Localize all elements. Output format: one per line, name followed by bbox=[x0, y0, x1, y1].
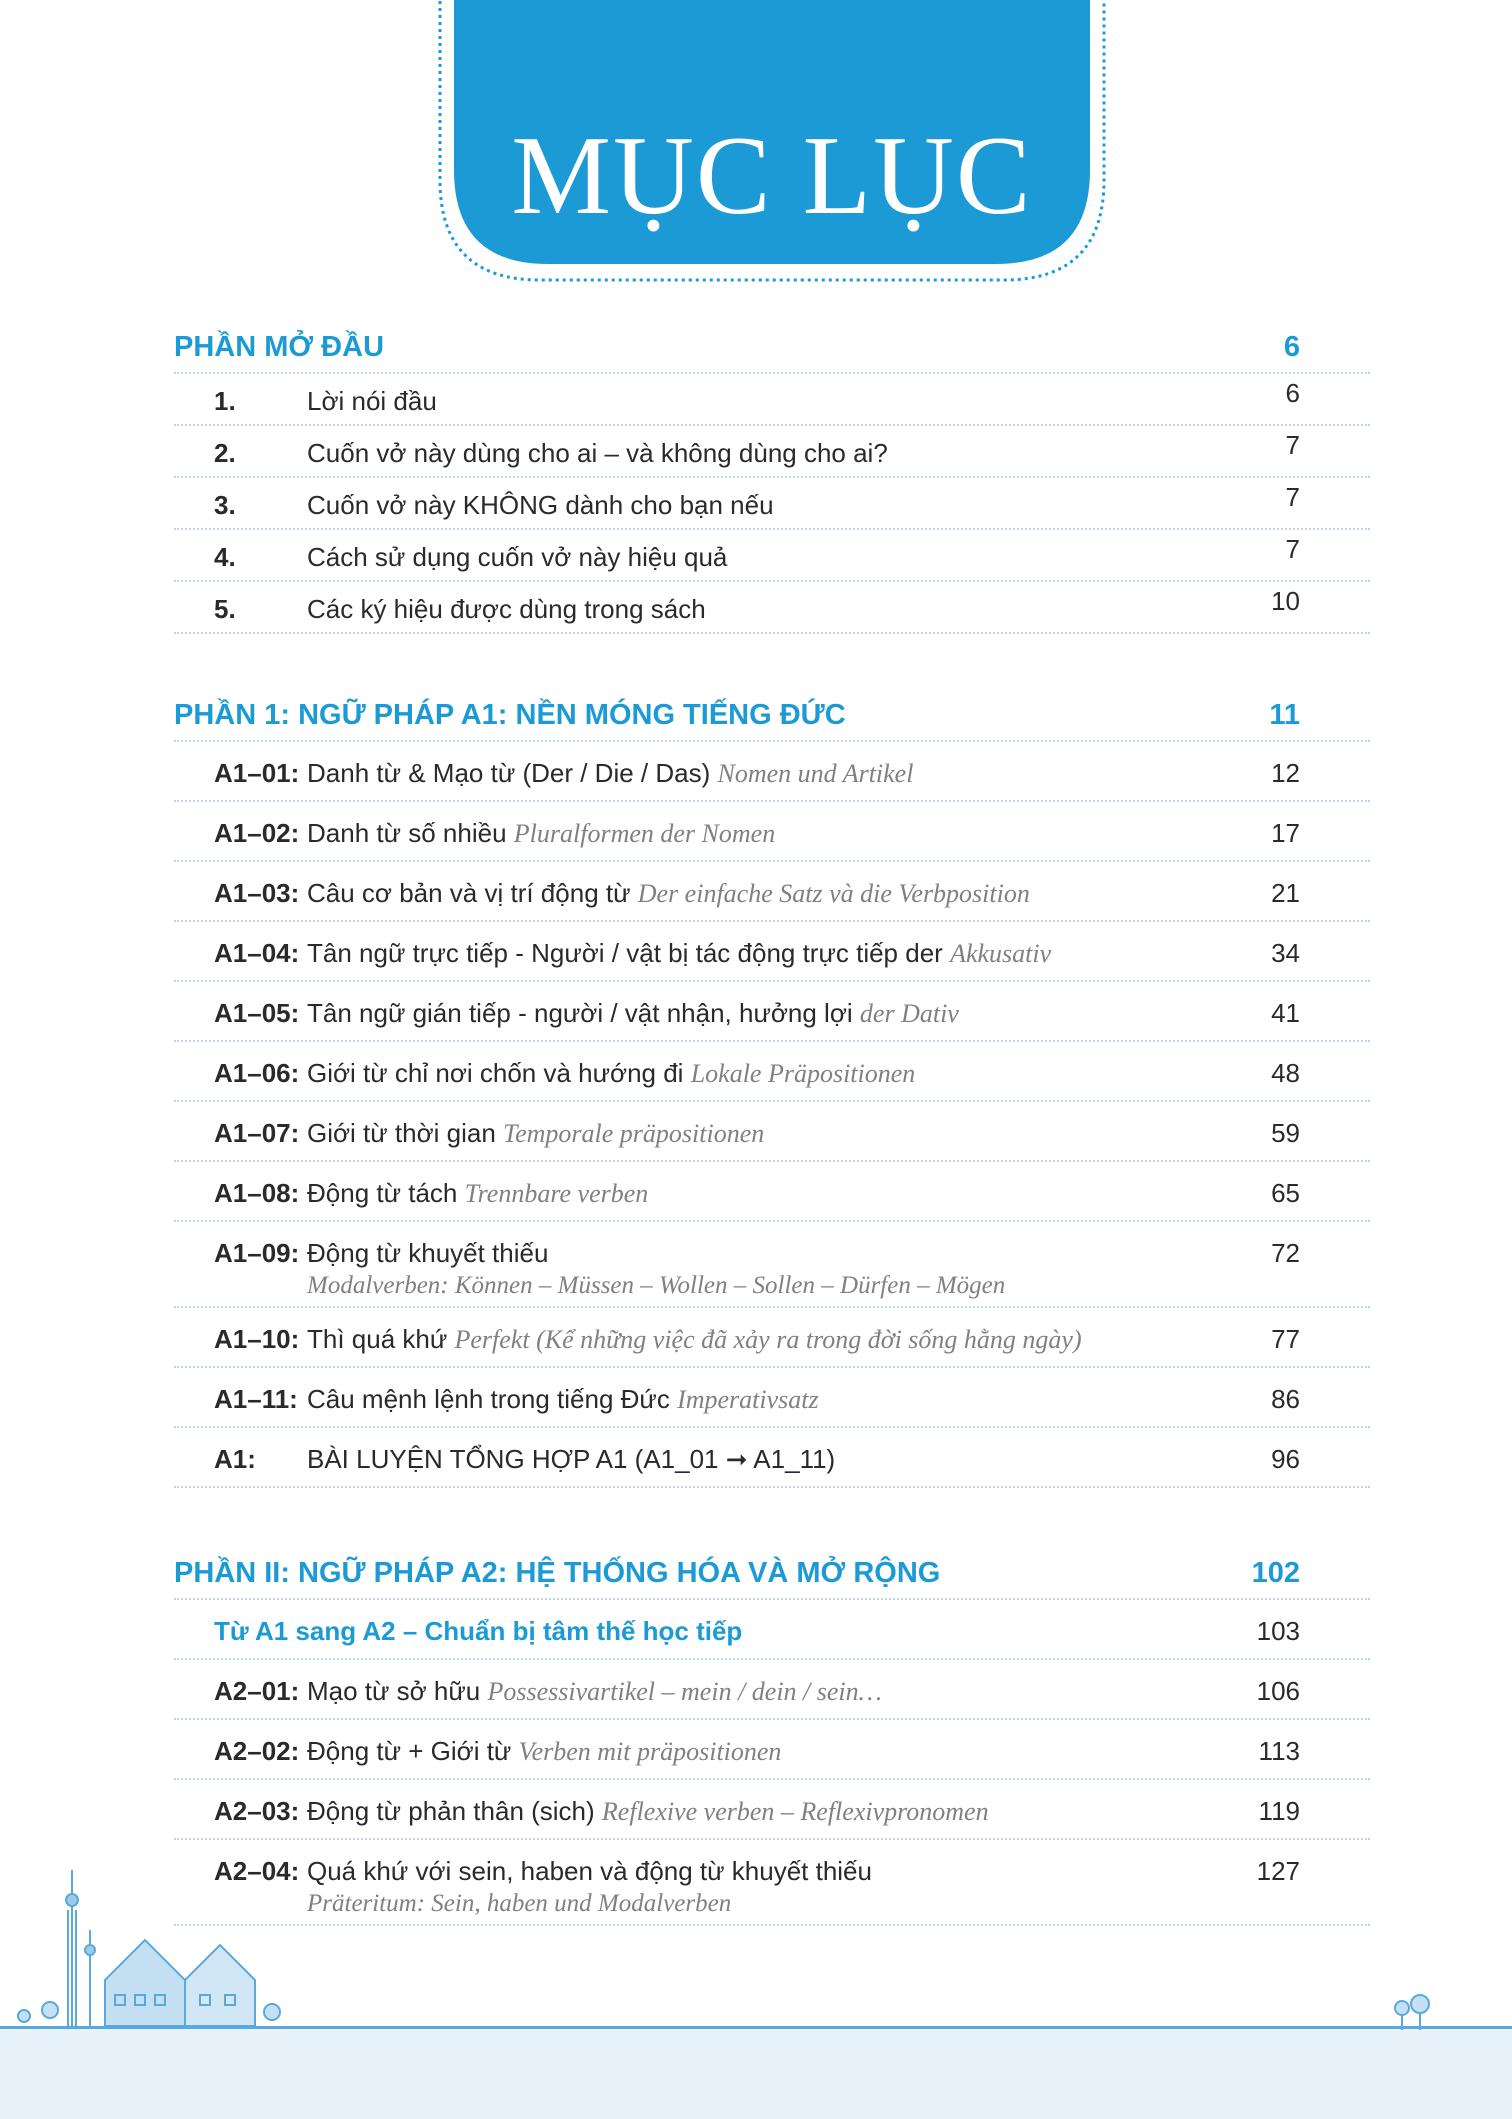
lesson-title: Danh từ số nhiều Pluralformen der Nomen bbox=[307, 818, 776, 848]
toc-row[interactable] bbox=[174, 1308, 1370, 1368]
lesson-page: 17 bbox=[1271, 818, 1300, 848]
item-page: 7 bbox=[1285, 430, 1300, 460]
lesson-page: 34 bbox=[1271, 938, 1300, 968]
lesson-page: 21 bbox=[1271, 878, 1300, 908]
lesson-page: 86 bbox=[1271, 1384, 1300, 1414]
lesson-title: Mạo từ sở hữu Possessivartikel – mein / dein / sein… bbox=[307, 1676, 882, 1706]
lesson-code: A2–04: bbox=[214, 1856, 300, 1886]
toc-row[interactable] bbox=[174, 802, 1370, 862]
lesson-title: Câu mệnh lệnh trong tiếng Đức Imperativsatz bbox=[307, 1384, 819, 1414]
lesson-page: 12 bbox=[1271, 758, 1300, 788]
lesson-page: 77 bbox=[1271, 1324, 1300, 1354]
lesson-german-title: Possessivartikel – mein / dein / sein… bbox=[487, 1677, 882, 1706]
lesson-page: 59 bbox=[1271, 1118, 1300, 1148]
lesson-german-title: Nomen und Artikel bbox=[717, 759, 914, 788]
item-page: 6 bbox=[1285, 378, 1300, 408]
lesson-title: Giới từ thời gian Temporale präpositionen bbox=[307, 1118, 765, 1148]
lesson-german-title: Modalverben: Können – Müssen – Wollen – Sollen – Dürfen – Mögen bbox=[307, 1272, 1006, 1299]
table-of-contents bbox=[174, 322, 1370, 1926]
item-number: 5. bbox=[214, 594, 236, 624]
lesson-code: A1–02: bbox=[214, 818, 300, 848]
lesson-german-title: Temporale präpositionen bbox=[503, 1119, 765, 1148]
lesson-german-title: Perfekt (Kể những việc đã xảy ra trong đời sống hằng ngày) bbox=[454, 1325, 1082, 1354]
section-part-2 bbox=[174, 1548, 1370, 1926]
lesson-page: 72 bbox=[1271, 1238, 1300, 1268]
section-title: PHẦN 1: NGỮ PHÁP A1: NỀN MÓNG TIẾNG ĐỨC bbox=[174, 699, 846, 731]
lesson-title: Quá khứ với sein, haben và động từ khuyết thiếu bbox=[307, 1856, 872, 1886]
item-number: 4. bbox=[214, 542, 236, 572]
page-title: MỤC LỤC bbox=[511, 114, 1033, 238]
lesson-title: Động từ khuyết thiếu bbox=[307, 1238, 549, 1268]
item-page: 7 bbox=[1285, 534, 1300, 564]
lesson-title: Danh từ & Mạo từ (Der / Die / Das) Nomen und Artikel bbox=[307, 758, 914, 788]
lesson-code: A1–10: bbox=[214, 1324, 300, 1354]
toc-row[interactable] bbox=[174, 982, 1370, 1042]
item-title: Lời nói đầu bbox=[307, 386, 437, 416]
item-page: 7 bbox=[1285, 482, 1300, 512]
item-title: Cách sử dụng cuốn vở này hiệu quả bbox=[307, 542, 728, 572]
lesson-german-title: Imperativsatz bbox=[677, 1385, 819, 1414]
lesson-german-title: Reflexive verben – Reflexivpronomen bbox=[601, 1797, 989, 1826]
item-title: Cuốn vở này KHÔNG dành cho bạn nếu bbox=[307, 490, 774, 520]
toc-row[interactable] bbox=[174, 582, 1370, 634]
lesson-page: 65 bbox=[1271, 1178, 1300, 1208]
section-page: 6 bbox=[1283, 331, 1300, 363]
toc-row[interactable] bbox=[174, 1780, 1370, 1840]
item-number: 2. bbox=[214, 438, 236, 468]
item-page: 10 bbox=[1271, 586, 1300, 616]
lesson-code: A1–01: bbox=[214, 758, 300, 788]
lesson-code: A1–06: bbox=[214, 1058, 300, 1088]
lesson-page: 48 bbox=[1271, 1058, 1300, 1088]
lesson-german-title: Pluralformen der Nomen bbox=[513, 819, 776, 848]
section-heading bbox=[174, 690, 1370, 742]
lesson-page: 113 bbox=[1258, 1736, 1300, 1766]
lesson-title: Tân ngữ gián tiếp - người / vật nhận, hưởng lợi der Dativ bbox=[307, 998, 959, 1028]
toc-row[interactable] bbox=[174, 374, 1370, 426]
toc-row[interactable] bbox=[174, 426, 1370, 478]
lesson-title: Giới từ chỉ nơi chốn và hướng đi Lokale Präpositionen bbox=[307, 1058, 916, 1088]
toc-row-bridge[interactable] bbox=[174, 1600, 1370, 1660]
item-title: Các ký hiệu được dùng trong sách bbox=[307, 594, 706, 624]
lesson-page: 106 bbox=[1256, 1676, 1300, 1706]
bridge-title: Từ A1 sang A2 – Chuẩn bị tâm thế học tiếp bbox=[214, 1616, 743, 1646]
lesson-page: 127 bbox=[1256, 1856, 1300, 1886]
toc-row[interactable] bbox=[174, 742, 1370, 802]
lesson-title: Động từ + Giới từ Verben mit präpositionen bbox=[307, 1736, 782, 1766]
lesson-german-title: Trennbare verben bbox=[464, 1179, 649, 1208]
bridge-page: 103 bbox=[1256, 1616, 1300, 1646]
lesson-german-title: der Dativ bbox=[859, 999, 959, 1028]
lesson-code: A2–03: bbox=[214, 1796, 300, 1826]
lesson-german-title: Lokale Präpositionen bbox=[690, 1059, 916, 1088]
footer-band bbox=[0, 2028, 1512, 2119]
lesson-code: A1–07: bbox=[214, 1118, 300, 1148]
lesson-german-title: Verben mit präpositionen bbox=[518, 1737, 782, 1766]
lesson-german-title: Akkusativ bbox=[950, 939, 1052, 968]
toc-row[interactable] bbox=[174, 1042, 1370, 1102]
lesson-code: A1: bbox=[214, 1444, 256, 1474]
item-title: Cuốn vở này dùng cho ai – và không dùng cho ai? bbox=[307, 438, 888, 468]
toc-row[interactable] bbox=[174, 478, 1370, 530]
toc-row[interactable] bbox=[174, 1368, 1370, 1428]
lesson-title: Tân ngữ trực tiếp - Người / vật bị tác động trực tiếp der Akkusativ bbox=[307, 938, 1052, 968]
lesson-code: A1–03: bbox=[214, 878, 300, 908]
lesson-code: A2–02: bbox=[214, 1736, 300, 1766]
lesson-title: Câu cơ bản và vị trí động từ Der einfache Satz và die Verbposition bbox=[307, 878, 1030, 908]
lesson-title: Động từ tách Trennbare verben bbox=[307, 1178, 649, 1208]
section-heading bbox=[174, 1548, 1370, 1600]
lesson-page: 41 bbox=[1271, 998, 1300, 1028]
item-number: 1. bbox=[214, 386, 236, 416]
section-title: PHẦN MỞ ĐẦU bbox=[174, 331, 385, 363]
section-heading bbox=[174, 322, 1370, 374]
toc-row[interactable] bbox=[174, 1222, 1370, 1308]
lesson-code: A1–08: bbox=[214, 1178, 300, 1208]
toc-row[interactable] bbox=[174, 1428, 1370, 1488]
lesson-page: 96 bbox=[1271, 1444, 1300, 1474]
lesson-german-title: Präteritum: Sein, haben und Modalverben bbox=[307, 1890, 732, 1917]
item-number: 3. bbox=[214, 490, 236, 520]
section-page: 11 bbox=[1269, 699, 1300, 731]
section-title: PHẦN II: NGỮ PHÁP A2: HỆ THỐNG HÓA VÀ MỞ RỘNG bbox=[174, 1557, 941, 1589]
lesson-title: Động từ phản thân (sich) Reflexive verben – Reflexivpronomen bbox=[307, 1796, 989, 1826]
toc-row[interactable] bbox=[174, 1162, 1370, 1222]
section-intro bbox=[174, 322, 1370, 634]
section-part-1 bbox=[174, 690, 1370, 1488]
lesson-code: A1–11: bbox=[214, 1384, 298, 1414]
section-page: 102 bbox=[1251, 1557, 1300, 1589]
toc-row[interactable] bbox=[174, 1660, 1370, 1720]
toc-row[interactable] bbox=[174, 530, 1370, 582]
lesson-title: BÀI LUYỆN TỔNG HỢP A1 (A1_01 ➞ A1_11) bbox=[307, 1444, 836, 1474]
city-skyline-illustration bbox=[10, 1870, 300, 2030]
toc-row[interactable] bbox=[174, 1720, 1370, 1780]
lesson-code: A1–09: bbox=[214, 1238, 300, 1268]
lesson-code: A1–04: bbox=[214, 938, 300, 968]
lesson-code: A1–05: bbox=[214, 998, 300, 1028]
toc-row[interactable] bbox=[174, 862, 1370, 922]
lesson-german-title: Der einfache Satz và die Verbposition bbox=[637, 879, 1030, 908]
lesson-title: Thì quá khứ Perfekt (Kể những việc đã xảy ra trong đời sống hằng ngày) bbox=[307, 1324, 1082, 1354]
lesson-code: A2–01: bbox=[214, 1676, 300, 1706]
lesson-page: 119 bbox=[1258, 1796, 1300, 1826]
toc-row[interactable] bbox=[174, 1102, 1370, 1162]
toc-row[interactable] bbox=[174, 922, 1370, 982]
trees-illustration bbox=[1390, 1990, 1440, 2030]
toc-row[interactable] bbox=[174, 1840, 1370, 1926]
